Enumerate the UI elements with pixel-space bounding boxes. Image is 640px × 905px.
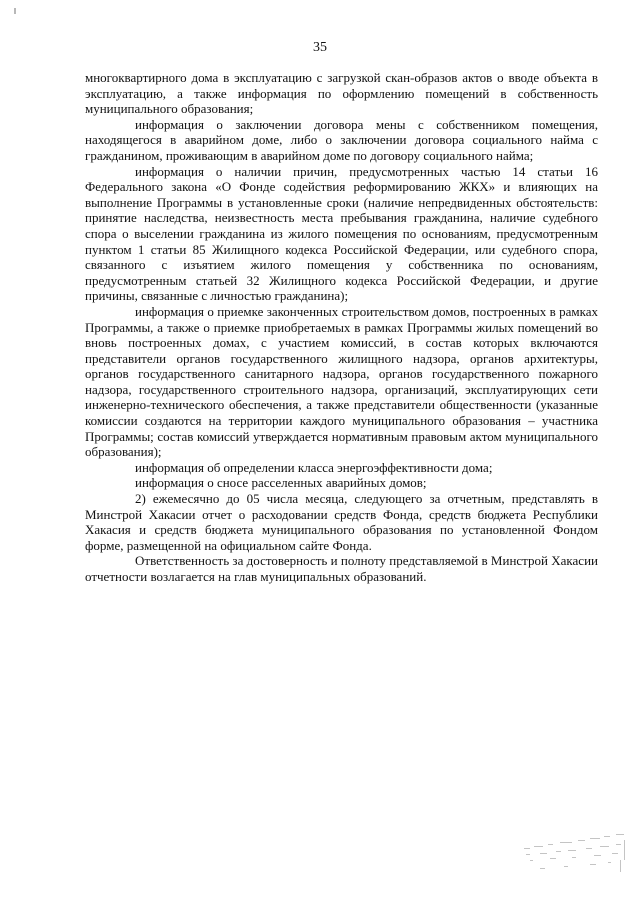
paragraph-demolition: информация о сносе расселенных аварийных домов; [135, 475, 427, 491]
scan-artifact [520, 830, 628, 885]
paragraph-acceptance-commissions: информация о приемке законченных строительством домов, построенных в рамках Программы, а также о приемке приобретаемых в рамках Программы жилых помещений во вновь построенных домах, с участием комиссий, в состав которых включаются представители органов государственного жилищного надзора, органов архитектуры, органов государственного санитарного надзора, органов государственного пожарного надзора, государственного строительного надзора, организаций, эксплуатирующих сети инженерно-технического обеспечения, а также представители общественности (указанные комиссии создаются на территории каждого муниципального образования – участника Программы; состав комиссий утверждается нормативным правовым актом муниципального образования); [85, 303, 598, 460]
paragraph-monthly-report: 2) ежемесячно до 05 числа месяца, следующего за отчетным, представлять в Минстрой Хакасии отчет о расходовании средств Фонда, средств бюджета Республики Хакасия и средств бюджета муниципального образования по установленной Фондом форме, размещенной на официальном сайте Фонда. [85, 491, 598, 553]
paragraph-delay-reasons: информация о наличии причин, предусмотренных частью 14 статьи 16 Федерального закона «О Фонде содействия реформированию ЖКХ» и влияющих на выполнение Программы в установленные сроки (наличие непредвиденных обстоятельств: принятие наследства, неизвестность места пребывания гражданина, наличие судебного спора о выселении гражданина из жилого помещения по основаниям, предусмотренным пунктом 1 статьи 85 Жилищного кодекса Российской Федерации, или судебного спора, связанного с изъятием жилого помещения у собственника по основаниям, предусмотренным статьей 32 Жилищного кодекса Российской Федерации, и другие причины, связанные с личностью гражданина); [85, 163, 598, 304]
paragraph-energy-class: информация об определении класса энергоэффективности дома; [135, 459, 493, 475]
scan-mark [14, 8, 16, 14]
document-body [85, 70, 598, 585]
paragraph-continuation: многоквартирного дома в эксплуатацию с загрузкой скан-образов актов о вводе объекта в эксплуатацию, а также информация по оформлению помещений в собственность муниципального образования; [85, 70, 598, 117]
page-number: 35 [313, 40, 327, 55]
paragraph-responsibility: Ответственность за достоверность и полноту представляемой в Минстрой Хакасии отчетности возлагается на глав муниципальных образований. [85, 553, 598, 584]
paragraph-exchange-agreement: информация о заключении договора мены с собственником помещения, находящегося в аварийном доме, либо о заключении договора социального найма с гражданином, проживающим в аварийном доме по договору социального найма; [85, 116, 598, 163]
